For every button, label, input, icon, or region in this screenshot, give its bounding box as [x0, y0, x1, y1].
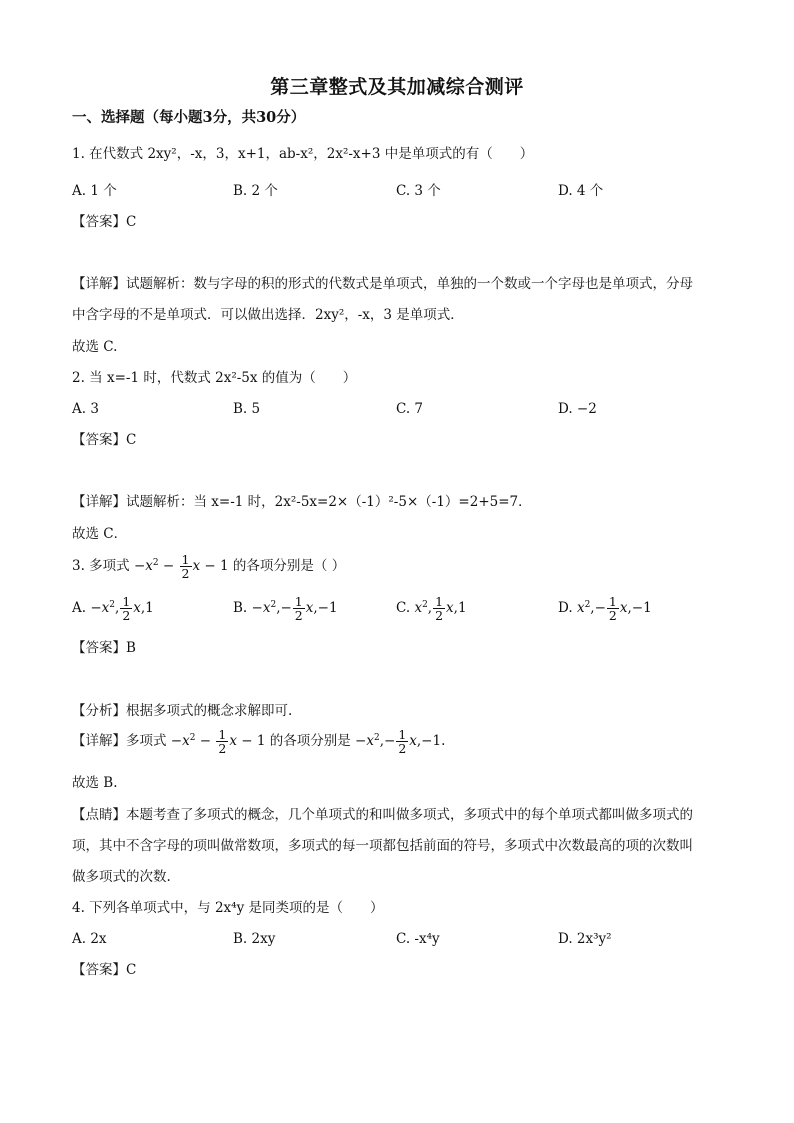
q4-answer: 【答案】C: [72, 962, 137, 978]
q2-answer: 【答案】C: [72, 432, 137, 448]
q2-conclusion: 故选 C．: [72, 526, 128, 542]
q3-polynomial-formula: $-x^2$ − $\frac{1}{2}$ x − 1: [133, 552, 229, 581]
q2-option-c: C. 7: [396, 401, 424, 417]
q1-answer: 【答案】C: [72, 214, 137, 230]
q1-option-b: B. 2 个: [233, 183, 278, 199]
page-title: 第三章整式及其加减综合测评: [270, 76, 524, 98]
question-4-stem: 4. 下列各单项式中，与 2x⁴y 是同类项的是（ ）: [72, 900, 384, 916]
q3-detail: [72, 728, 445, 755]
q2-detail: 【详解】试题解析：当 x=-1 时，2x²-5x=2×（-1）²-5×（-1）=2+5=7．: [72, 494, 532, 510]
q3-option-c: C. $x^2$, $\frac{1}{2}$ x,1: [396, 594, 467, 623]
q3-analysis: 【分析】根据多项式的概念求解即可.: [72, 703, 293, 719]
q3-remark-line-1: 【点睛】本题考查了多项式的概念，几个单项式的和叫做多项式，多项式中的每个单项式都叫做多项式的: [72, 807, 693, 823]
q3-option-b: B. $-x^2,-$ $\frac{1}{2}$ x,−1: [233, 594, 338, 623]
q3-option-d: D. $x^2,-$ $\frac{1}{2}$ x,−1: [558, 594, 652, 623]
q1-option-c: C. 3 个: [396, 183, 441, 199]
q4-option-c: C. -x⁴y: [396, 931, 440, 947]
q3-conclusion: 故选 B.: [72, 775, 118, 791]
q3-remark-line-3: 做多项式的次数.: [72, 869, 171, 885]
question-1-stem: 1. 在代数式 2xy²，-x，3，x+1，ab-x²，2x²-x+3 中是单项式的有（ ）: [72, 146, 534, 162]
q3-option-a: A. $-x^2$, $\frac{1}{2}$ x,1: [72, 594, 154, 623]
question-2-stem: 2. 当 x=-1 时，代数式 2x²-5x 的值为（ ）: [72, 370, 357, 386]
q2-option-b: B. 5: [233, 401, 261, 417]
q4-option-b: B. 2xy: [233, 931, 276, 947]
q4-option-a: A. 2x: [72, 931, 107, 947]
section-heading: 一、选择题（每小题3分，共30分）: [72, 109, 306, 126]
q1-detail-line-1: 【详解】试题解析：数与字母的积的形式的代数式是单项式，单独的一个数或一个字母也是单项式，分母: [72, 276, 693, 292]
q3-detail-terms: $-x^2,-$ $\frac{1}{2}$ x,−1.: [355, 727, 446, 756]
q2-option-a: A. 3: [72, 401, 99, 417]
q3-stem-prefix: 3. 多项式: [72, 558, 130, 574]
q1-detail-line-2: 中含字母的不是单项式．可以做出选择．2xy²，-x，3 是单项式．: [72, 307, 464, 323]
q3-detail-prefix: 【详解】多项式: [72, 733, 167, 749]
q1-conclusion: 故选 C.: [72, 339, 118, 355]
question-3-stem: [72, 553, 345, 580]
q4-option-d: D. 2x³y²: [558, 931, 612, 947]
q3-answer: 【答案】B: [72, 640, 136, 656]
q1-option-d: D. 4 个: [558, 183, 604, 199]
q3-stem-suffix: 的各项分别是（ ）: [232, 558, 346, 574]
q3-detail-formula: $-x^2$ − $\frac{1}{2}$ x − 1: [170, 727, 266, 756]
q1-option-a: A. 1 个: [72, 183, 117, 199]
q3-remark-line-2: 项，其中不含字母的项叫做常数项，多项式的每一项都包括前面的符号，多项式中次数最高的项的次数叫: [72, 838, 693, 854]
q3-detail-mid: 的各项分别是: [269, 733, 351, 749]
q2-option-d: D. −2: [558, 401, 597, 417]
